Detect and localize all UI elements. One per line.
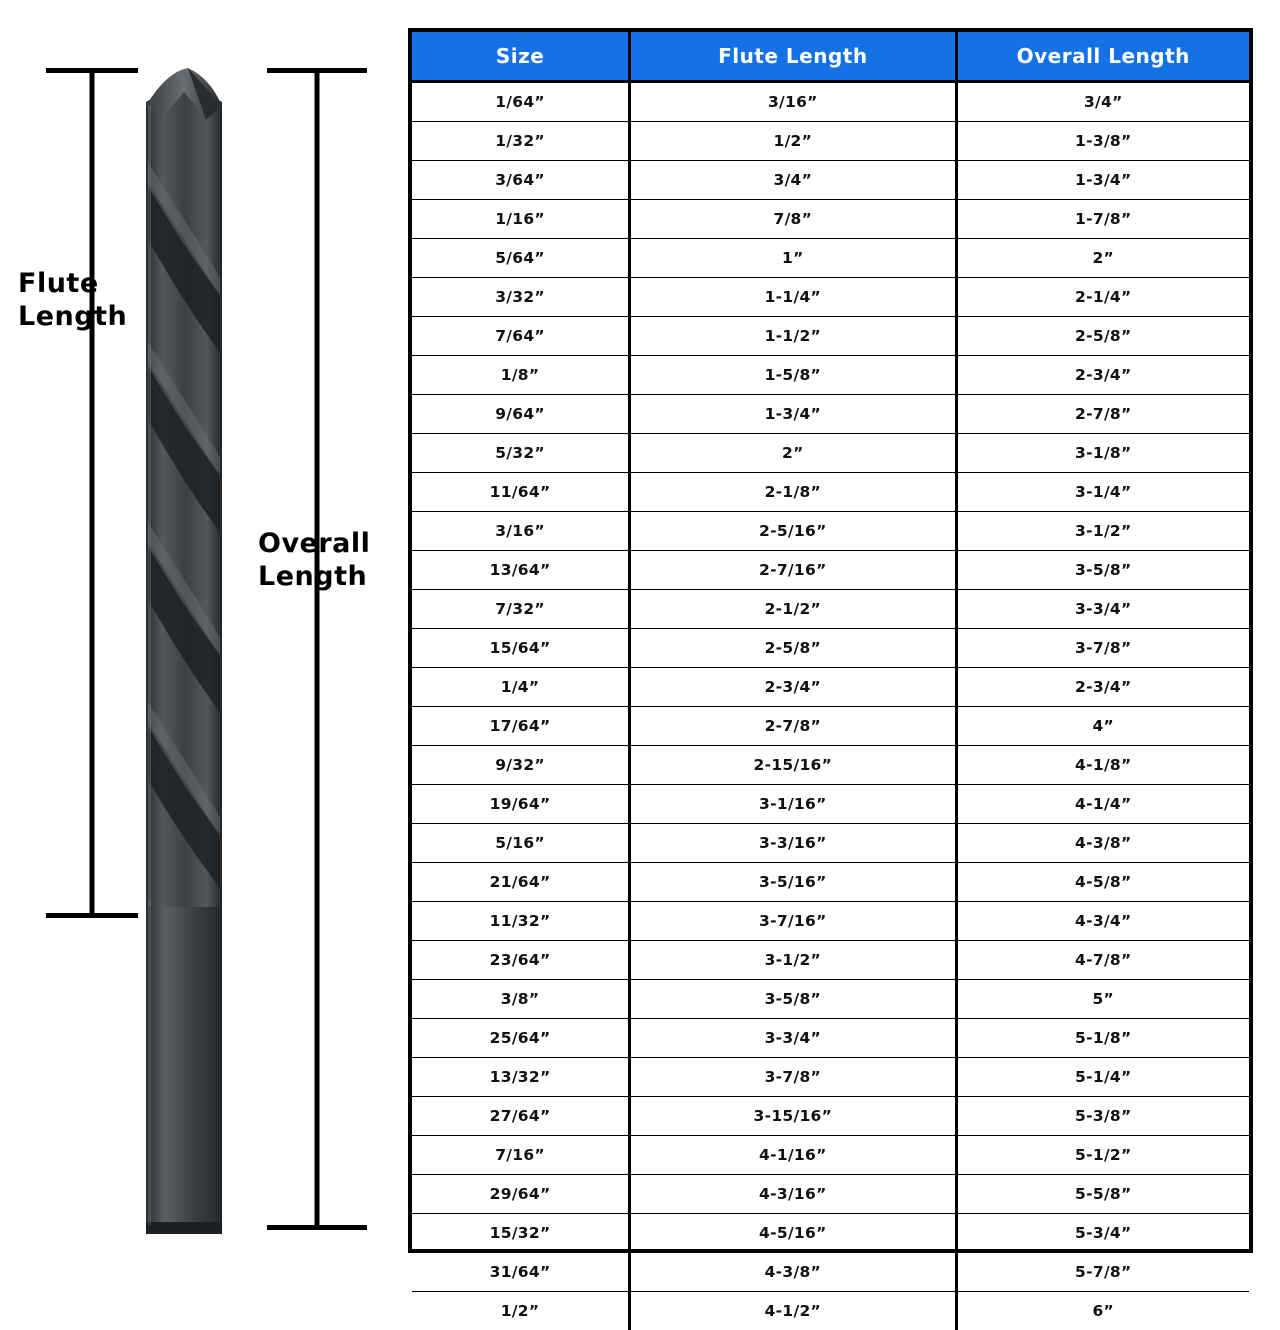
cell-size: 1/16”	[412, 200, 630, 239]
cell-flute-length: 3-15/16”	[630, 1097, 956, 1136]
cell-overall-length: 4”	[956, 707, 1249, 746]
column-header-flute-length: Flute Length	[630, 32, 956, 82]
table-header	[412, 32, 1249, 82]
cell-flute-length: 2-15/16”	[630, 746, 956, 785]
cell-overall-length: 3-1/8”	[956, 434, 1249, 473]
column-header-overall-length: Overall Length	[956, 32, 1249, 82]
cell-overall-length: 4-7/8”	[956, 941, 1249, 980]
cell-size: 3/16”	[412, 512, 630, 551]
table-row	[412, 317, 1249, 356]
cell-flute-length: 4-1/2”	[630, 1292, 956, 1330]
cell-size: 23/64”	[412, 941, 630, 980]
cell-overall-length: 1-3/8”	[956, 122, 1249, 161]
cell-size: 15/64”	[412, 629, 630, 668]
cell-size: 31/64”	[412, 1253, 630, 1292]
cell-flute-length: 1/2”	[630, 122, 956, 161]
cell-size: 13/32”	[412, 1058, 630, 1097]
cell-size: 1/2”	[412, 1292, 630, 1330]
table-row	[412, 551, 1249, 590]
cell-size: 21/64”	[412, 863, 630, 902]
table-row	[412, 785, 1249, 824]
cell-size: 29/64”	[412, 1175, 630, 1214]
table-row	[412, 278, 1249, 317]
cell-size: 13/64”	[412, 551, 630, 590]
table-row	[412, 82, 1249, 122]
cell-overall-length: 5-7/8”	[956, 1253, 1249, 1292]
cell-size: 27/64”	[412, 1097, 630, 1136]
overall-dimension-bottom-tick	[267, 1225, 367, 1230]
cell-flute-length: 3-3/4”	[630, 1019, 956, 1058]
cell-size: 5/64”	[412, 239, 630, 278]
cell-overall-length: 3-1/2”	[956, 512, 1249, 551]
cell-flute-length: 2-5/8”	[630, 629, 956, 668]
table-row	[412, 590, 1249, 629]
cell-flute-length: 1-1/4”	[630, 278, 956, 317]
table-row	[412, 824, 1249, 863]
cell-size: 3/64”	[412, 161, 630, 200]
cell-flute-length: 3/4”	[630, 161, 956, 200]
cell-flute-length: 3-3/16”	[630, 824, 956, 863]
cell-flute-length: 2-5/16”	[630, 512, 956, 551]
table-row	[412, 1019, 1249, 1058]
table-row	[412, 356, 1249, 395]
overall-length-label: Overall Length	[258, 528, 388, 594]
table-row	[412, 863, 1249, 902]
cell-size: 1/64”	[412, 82, 630, 122]
cell-overall-length: 5-5/8”	[956, 1175, 1249, 1214]
cell-flute-length: 3-1/2”	[630, 941, 956, 980]
cell-overall-length: 3/4”	[956, 82, 1249, 122]
cell-overall-length: 3-5/8”	[956, 551, 1249, 590]
cell-overall-length: 4-1/4”	[956, 785, 1249, 824]
specification-table-container	[408, 28, 1253, 1253]
table-row	[412, 746, 1249, 785]
cell-size: 19/64”	[412, 785, 630, 824]
cell-size: 5/32”	[412, 434, 630, 473]
table-header-row	[412, 32, 1249, 82]
cell-size: 11/64”	[412, 473, 630, 512]
cell-size: 7/64”	[412, 317, 630, 356]
cell-overall-length: 4-5/8”	[956, 863, 1249, 902]
table-row	[412, 1058, 1249, 1097]
cell-size: 17/64”	[412, 707, 630, 746]
cell-size: 5/16”	[412, 824, 630, 863]
flute-dimension-bottom-tick	[46, 913, 138, 918]
overall-length-dimension	[262, 68, 372, 1230]
cell-size: 9/64”	[412, 395, 630, 434]
cell-size: 25/64”	[412, 1019, 630, 1058]
cell-overall-length: 5-3/4”	[956, 1214, 1249, 1253]
table-row	[412, 1175, 1249, 1214]
table-row	[412, 980, 1249, 1019]
table-row	[412, 629, 1249, 668]
cell-overall-length: 5-1/8”	[956, 1019, 1249, 1058]
cell-size: 1/32”	[412, 122, 630, 161]
cell-overall-length: 1-3/4”	[956, 161, 1249, 200]
table-row	[412, 161, 1249, 200]
overall-dimension-line	[315, 68, 320, 1230]
table-row	[412, 1253, 1249, 1292]
table-row	[412, 941, 1249, 980]
cell-overall-length: 6”	[956, 1292, 1249, 1330]
cell-overall-length: 4-3/8”	[956, 824, 1249, 863]
cell-overall-length: 3-1/4”	[956, 473, 1249, 512]
table-row	[412, 239, 1249, 278]
table-row	[412, 512, 1249, 551]
cell-flute-length: 1-1/2”	[630, 317, 956, 356]
table-body	[412, 82, 1249, 1330]
cell-flute-length: 2-1/2”	[630, 590, 956, 629]
cell-flute-length: 3-5/8”	[630, 980, 956, 1019]
cell-flute-length: 4-1/16”	[630, 1136, 956, 1175]
cell-overall-length: 5-1/2”	[956, 1136, 1249, 1175]
cell-size: 3/32”	[412, 278, 630, 317]
cell-flute-length: 2-7/8”	[630, 707, 956, 746]
drill-bit-illustration	[0, 0, 400, 1280]
specification-table	[412, 32, 1249, 1330]
cell-overall-length: 2-1/4”	[956, 278, 1249, 317]
cell-overall-length: 3-7/8”	[956, 629, 1249, 668]
cell-overall-length: 2-7/8”	[956, 395, 1249, 434]
table-row	[412, 1214, 1249, 1253]
cell-size: 7/16”	[412, 1136, 630, 1175]
cell-overall-length: 5-3/8”	[956, 1097, 1249, 1136]
table-row	[412, 707, 1249, 746]
cell-flute-length: 4-5/16”	[630, 1214, 956, 1253]
cell-flute-length: 1-5/8”	[630, 356, 956, 395]
table-row	[412, 902, 1249, 941]
cell-overall-length: 5-1/4”	[956, 1058, 1249, 1097]
cell-overall-length: 2-5/8”	[956, 317, 1249, 356]
cell-size: 3/8”	[412, 980, 630, 1019]
cell-flute-length: 4-3/16”	[630, 1175, 956, 1214]
cell-overall-length: 5”	[956, 980, 1249, 1019]
flute-dimension-line	[90, 68, 95, 918]
table-row	[412, 395, 1249, 434]
column-header-size: Size	[412, 32, 630, 82]
cell-flute-length: 3-7/16”	[630, 902, 956, 941]
cell-overall-length: 2”	[956, 239, 1249, 278]
cell-flute-length: 2-1/8”	[630, 473, 956, 512]
table-row	[412, 473, 1249, 512]
table-row	[412, 200, 1249, 239]
cell-flute-length: 7/8”	[630, 200, 956, 239]
table-row	[412, 122, 1249, 161]
cell-flute-length: 3-7/8”	[630, 1058, 956, 1097]
table-row	[412, 434, 1249, 473]
cell-size: 7/32”	[412, 590, 630, 629]
cell-flute-length: 3-5/16”	[630, 863, 956, 902]
cell-overall-length: 2-3/4”	[956, 668, 1249, 707]
cell-flute-length: 2-3/4”	[630, 668, 956, 707]
cell-flute-length: 3-1/16”	[630, 785, 956, 824]
cell-size: 1/4”	[412, 668, 630, 707]
cell-flute-length: 3/16”	[630, 82, 956, 122]
cell-overall-length: 4-1/8”	[956, 746, 1249, 785]
cell-size: 11/32”	[412, 902, 630, 941]
cell-flute-length: 1”	[630, 239, 956, 278]
cell-size: 1/8”	[412, 356, 630, 395]
cell-size: 9/32”	[412, 746, 630, 785]
cell-size: 15/32”	[412, 1214, 630, 1253]
table-row	[412, 668, 1249, 707]
cell-flute-length: 2”	[630, 434, 956, 473]
cell-overall-length: 1-7/8”	[956, 200, 1249, 239]
flute-length-dimension	[42, 68, 142, 918]
cell-flute-length: 4-3/8”	[630, 1253, 956, 1292]
drill-bit-image	[132, 62, 244, 1237]
table-row	[412, 1292, 1249, 1330]
cell-overall-length: 2-3/4”	[956, 356, 1249, 395]
cell-overall-length: 4-3/4”	[956, 902, 1249, 941]
cell-overall-length: 3-3/4”	[956, 590, 1249, 629]
table-row	[412, 1097, 1249, 1136]
flute-length-label: Flute Length	[18, 268, 138, 334]
table-row	[412, 1136, 1249, 1175]
cell-flute-length: 1-3/4”	[630, 395, 956, 434]
cell-flute-length: 2-7/16”	[630, 551, 956, 590]
